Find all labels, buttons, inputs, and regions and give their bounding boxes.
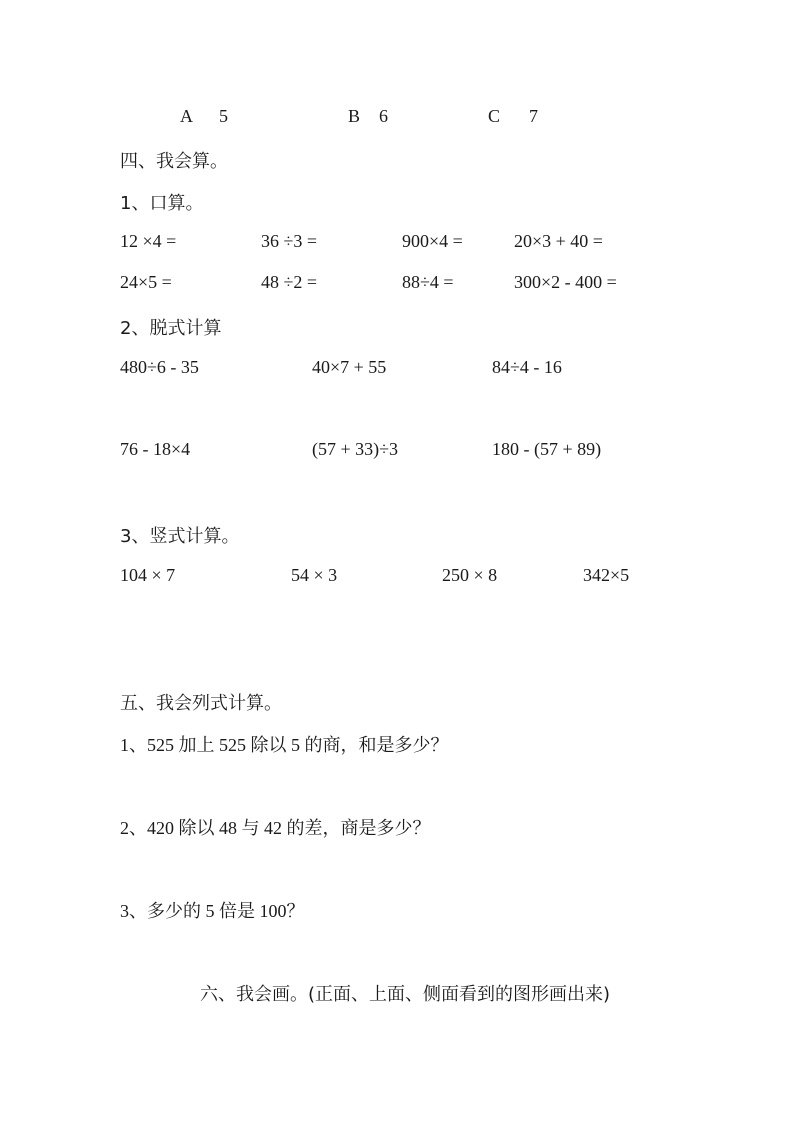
oral-problem: 20×3 + 40 = [514, 231, 603, 251]
step-problem: 180 - (57 + 89) [492, 439, 602, 459]
section-4-title: 四、我会算。 [120, 151, 228, 172]
oral-problem: 36 ÷3 = [261, 231, 318, 251]
oral-problem: 900×4 = [402, 231, 463, 251]
word-problem: 1、525 加上 525 除以 5 的商，和是多少？ [120, 735, 449, 755]
step-calc-title: 2、脱式计算 [120, 318, 222, 339]
step-problem: (57 + 33)÷3 [312, 439, 399, 459]
step-problem: 40×7 + 55 [312, 357, 387, 377]
section-6-title: 六、我会画。(正面、上面、侧面看到的图形画出来) [200, 984, 611, 1005]
oral-problem: 24×5 = [120, 272, 172, 292]
section-5-title: 五、我会列式计算。 [120, 693, 282, 714]
word-problem: 3、多少的 5 倍是 100？ [120, 901, 305, 921]
word-problem: 2、420 除以 48 与 42 的差，商是多少？ [120, 818, 431, 838]
vertical-problem: 250 × 8 [442, 565, 498, 585]
option-c-value: 7 [529, 106, 538, 126]
vertical-problem: 54 × 3 [291, 565, 338, 585]
step-problem: 480÷6 - 35 [120, 357, 199, 377]
option-c-letter: C [488, 106, 501, 126]
vertical-calc-title: 3、竖式计算。 [120, 526, 240, 547]
oral-problem: 88÷4 = [402, 272, 454, 292]
vertical-problem: 342×5 [583, 565, 630, 585]
option-a-value: 5 [219, 106, 228, 126]
option-b-value: 6 [379, 106, 388, 126]
oral-problem: 48 ÷2 = [261, 272, 318, 292]
oral-problem: 300×2 - 400 = [514, 272, 617, 292]
oral-problem: 12 ×4 = [120, 231, 177, 251]
vertical-problem: 104 × 7 [120, 565, 176, 585]
option-a-letter: A [180, 106, 193, 126]
option-b-letter: B [348, 106, 361, 126]
step-problem: 84÷4 - 16 [492, 357, 562, 377]
step-problem: 76 - 18×4 [120, 439, 191, 459]
oral-calc-title: 1、口算。 [120, 193, 204, 214]
